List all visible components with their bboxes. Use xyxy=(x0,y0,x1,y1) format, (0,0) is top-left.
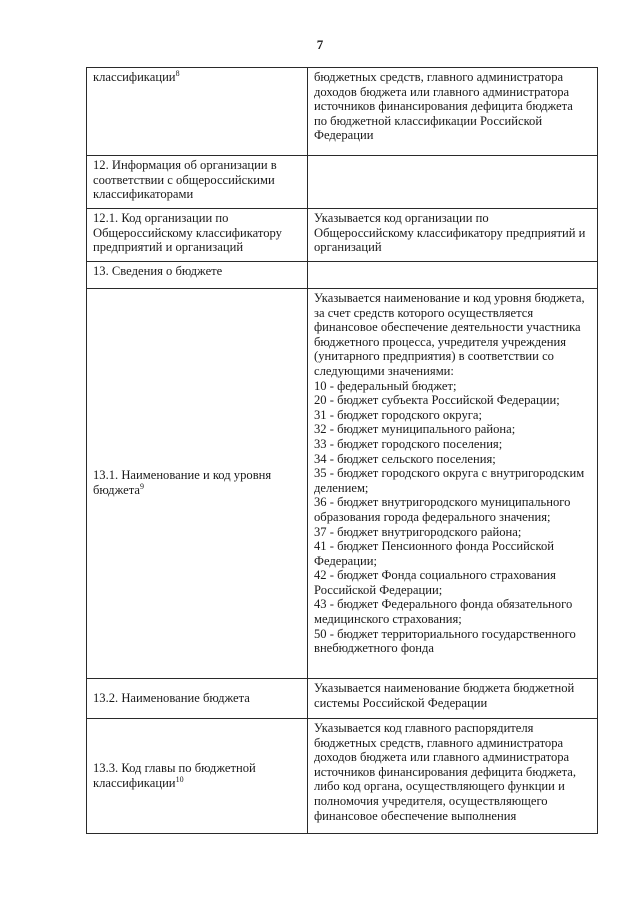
row-description-line: финансовое обеспечение деятельности участника xyxy=(314,320,581,335)
row-label-line xyxy=(93,468,302,483)
footnote-marker: 8 xyxy=(175,68,180,78)
table-body xyxy=(87,68,598,834)
row-description-cell xyxy=(308,262,598,289)
row-description-line: за счет средств которого осуществляется xyxy=(314,305,534,320)
row-description-line: бюджетных средств, главного администратора xyxy=(314,735,564,750)
row-description-line: 31 - бюджет городского округа; xyxy=(314,407,482,422)
row-label-cell xyxy=(87,679,308,719)
row-description-line: источников финансирования дефицита бюджета, xyxy=(314,764,577,779)
row-description-line: 37 - бюджет внутригородского района; xyxy=(314,524,522,539)
page-number: 7 xyxy=(316,37,324,52)
row-label-line xyxy=(93,691,302,706)
table-row xyxy=(87,68,598,156)
row-description-line: 36 - бюджет внутригородского муниципального xyxy=(314,495,571,510)
row-label-text: Общероссийскому классификатору xyxy=(93,225,282,240)
row-description-line: 42 - бюджет Фонда социального страхования xyxy=(314,568,556,583)
row-description-line: Российской Федерации; xyxy=(314,582,443,597)
row-label-line xyxy=(93,226,302,241)
row-description-cell xyxy=(308,156,598,209)
row-label-cell xyxy=(87,68,308,156)
row-label-text: 12.1. Код организации по xyxy=(93,211,229,225)
row-description-line: медицинского страхования; xyxy=(314,612,462,627)
row-description-line: 32 - бюджет муниципального района; xyxy=(314,422,516,437)
row-description-line: полномочия учредителя, осуществляющего xyxy=(314,793,548,808)
row-description-line: Указывается код организации по xyxy=(314,211,489,225)
row-label-cell xyxy=(87,209,308,262)
row-label-text: соответствии с общероссийскими xyxy=(93,172,275,187)
row-label-cell xyxy=(87,289,308,679)
row-description-line: Указывается наименование и код уровня бюджета, xyxy=(314,291,585,305)
row-description-line: следующими значениями: xyxy=(314,363,454,378)
row-description-line: Указывается код главного распорядителя xyxy=(314,721,534,735)
row-description-cell xyxy=(308,289,598,679)
row-label-line xyxy=(93,187,302,202)
row-description-line: доходов бюджета или главного администратора xyxy=(314,84,570,99)
row-label-line xyxy=(93,264,302,279)
row-label-cell xyxy=(87,156,308,209)
footnote-marker: 10 xyxy=(175,774,184,784)
row-description-line: бюджетных средств, главного администратора xyxy=(314,70,564,84)
table-row xyxy=(87,209,598,262)
row-label-text: предприятий и организаций xyxy=(93,240,244,255)
row-label-text: 13.3. Код главы по бюджетной xyxy=(93,760,256,775)
table-row xyxy=(87,289,598,679)
row-label-line xyxy=(93,158,302,173)
row-description-line: внебюджетного фонда xyxy=(314,641,435,656)
row-description-line: (унитарного предприятия) в соответствии со xyxy=(314,349,554,364)
row-label-line xyxy=(93,483,302,498)
row-description-line: организаций xyxy=(314,240,382,255)
row-description-line: доходов бюджета или главного администратора xyxy=(314,750,570,765)
row-label-cell xyxy=(87,262,308,289)
row-description-line: системы Российской Федерации xyxy=(314,695,488,710)
table-row xyxy=(87,719,598,834)
table-row xyxy=(87,262,598,289)
row-description-line: по бюджетной классификации Российской xyxy=(314,113,543,128)
row-label-text: бюджета xyxy=(93,483,140,497)
row-label-text: классификаторами xyxy=(93,187,194,202)
row-description-line: Федерации xyxy=(314,128,374,143)
row-description-line: 33 - бюджет городского поселения; xyxy=(314,436,503,451)
row-description-line: делением; xyxy=(314,480,369,495)
row-description-line: Указывается наименование бюджета бюджетной xyxy=(314,681,575,695)
table-row xyxy=(87,156,598,209)
row-description-line: Федерации; xyxy=(314,553,377,568)
row-label-line xyxy=(93,776,302,791)
row-description-line: образования города федерального значения; xyxy=(314,509,551,524)
row-description-cell xyxy=(308,68,598,156)
row-label-text: 13. Сведения о бюджете xyxy=(93,264,223,278)
row-description-line: 35 - бюджет городского округа с внутригородским xyxy=(314,466,585,481)
row-description-line: 50 - бюджет территориального государственного xyxy=(314,626,576,641)
row-label-text: классификации xyxy=(93,70,176,84)
row-label-text: 13.1. Наименование и код уровня xyxy=(93,468,272,483)
footnote-marker: 9 xyxy=(139,481,144,491)
row-description-line: финансовое обеспечение выполнения xyxy=(314,808,517,823)
row-label-line xyxy=(93,70,302,85)
row-label-cell xyxy=(87,719,308,834)
row-description-line: 43 - бюджет Федерального фонда обязательного xyxy=(314,597,573,612)
row-description-cell xyxy=(308,679,598,719)
row-description-line: бюджетного процесса, учредителя учреждения xyxy=(314,334,567,349)
row-description-line: 34 - бюджет сельского поселения; xyxy=(314,451,496,466)
row-description-line: 20 - бюджет субъекта Российской Федерации; xyxy=(314,393,560,408)
row-label-line xyxy=(93,211,302,226)
document-table xyxy=(86,67,598,834)
row-description-cell xyxy=(308,209,598,262)
row-description-line: Общероссийскому классификатору предприятий и xyxy=(314,225,586,240)
row-description-line: 41 - бюджет Пенсионного фонда Российской xyxy=(314,539,554,554)
row-label-line xyxy=(93,173,302,188)
row-description-line: источников финансирования дефицита бюджета xyxy=(314,99,573,114)
row-description-line: 10 - федеральный бюджет; xyxy=(314,378,457,393)
row-label-text: 13.2. Наименование бюджета xyxy=(93,690,250,705)
table-row xyxy=(87,679,598,719)
row-description-line: либо код органа, осуществляющего функции и xyxy=(314,779,565,794)
row-label-line xyxy=(93,761,302,776)
row-label-text: 12. Информация об организации в xyxy=(93,158,277,172)
row-label-text: классификации xyxy=(93,775,176,790)
row-description-cell xyxy=(308,719,598,834)
row-label-line xyxy=(93,240,302,255)
